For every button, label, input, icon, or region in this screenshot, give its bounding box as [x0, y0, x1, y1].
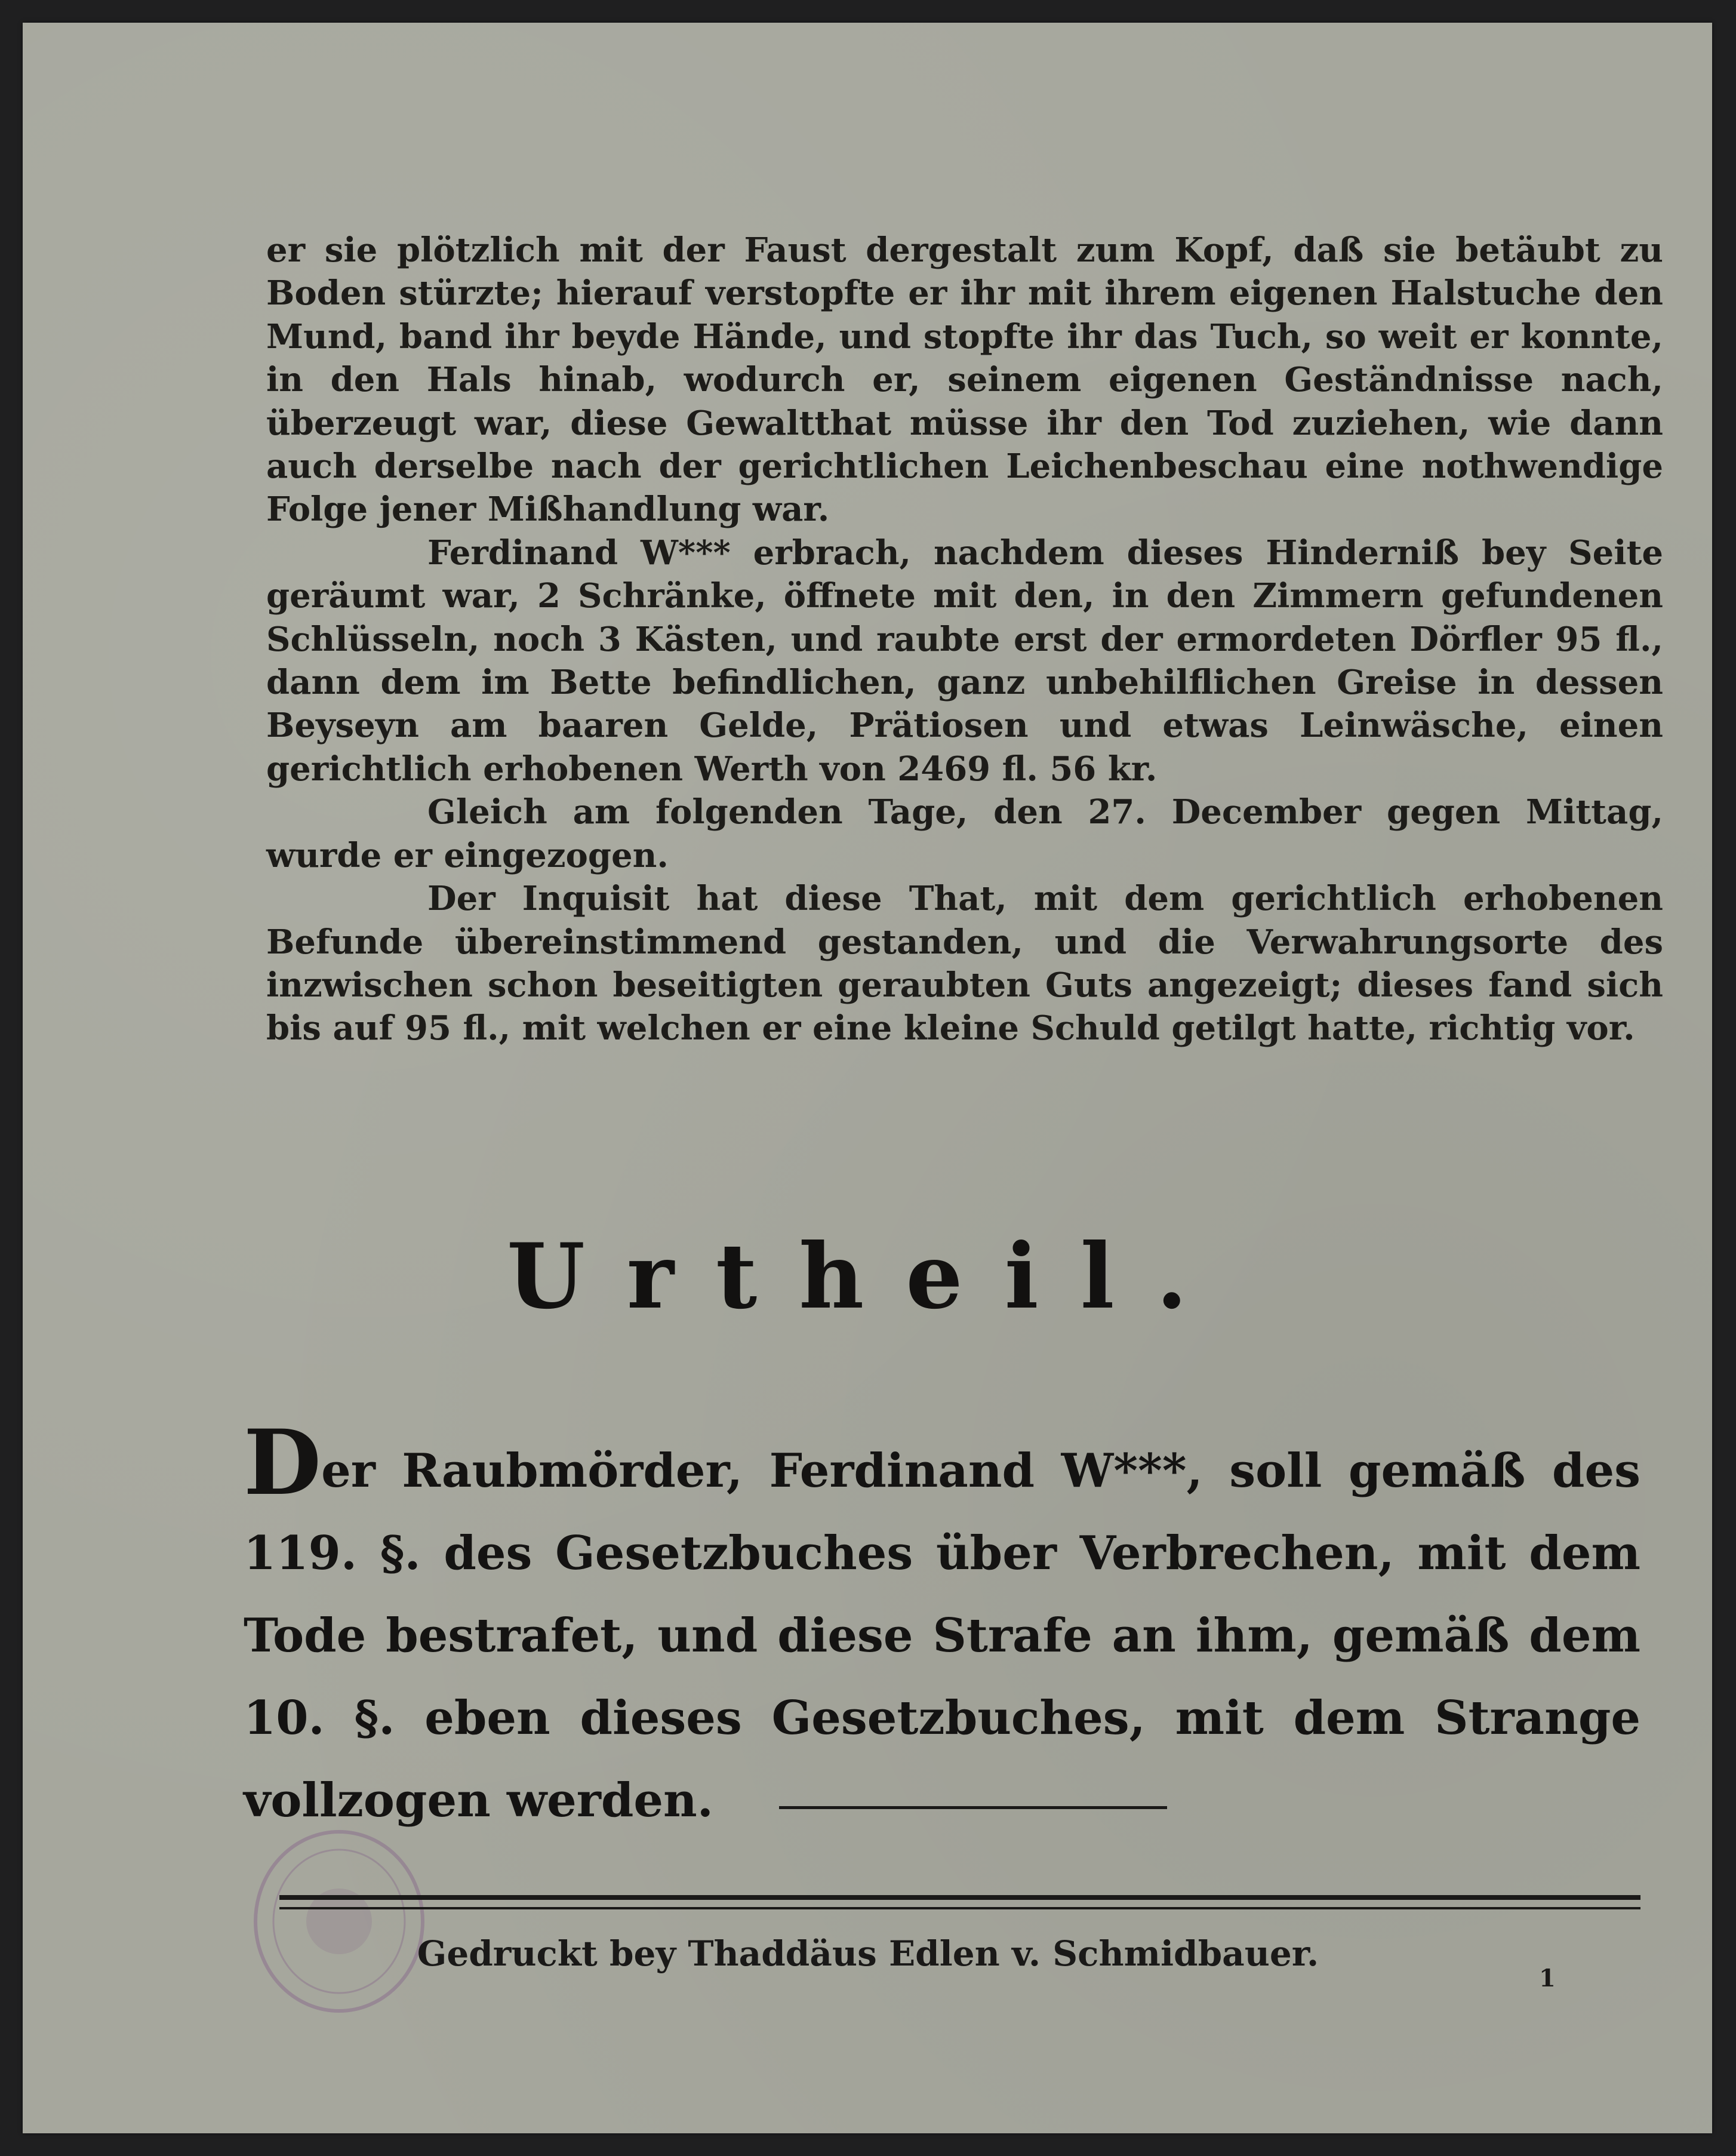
paragraph-2: Ferdinand W*** erbrach, nachdem dieses Hinderniß bey Seite geräumt war, 2 Schränke, öffnete mit den, in den Zimmern gefundenen Schlüsseln, noch 3 Kästen, und raubte erst der ermordeten Dörfler 95 fl., dann dem im Bette befindlichen, ganz unbehilflichen Greise in dessen Beyseyn am baaren Gelde, Prätiosen und etwas Leinwäsche, einen gerichtlich erhobenen Werth von 2469 fl. 56 kr. — [266, 533, 1663, 789]
paragraph-3: Gleich am folgenden Tage, den 27. December gegen Mittag, wurde er eingezogen. — [266, 792, 1663, 875]
paragraph-4: Der Inquisit hat diese That, mit dem gerichtlich erhobenen Befunde übereinstimmend gestanden, und die Verwahrungsorte des inzwischen schon beseitigten geraubten Guts angezeigt; dieses fand sich bis auf 95 fl., mit welchen er eine kleine Schuld getilgt hatte, richtig vor. — [266, 879, 1663, 1048]
verdict-heading: Urtheil. — [507, 1224, 1229, 1329]
paragraph-1: er sie plötzlich mit der Faust dergestalt zum Kopf, daß sie betäubt zu Boden stürzte; hierauf verstopfte er ihr mit ihrem eigenen Halstuche den Mund, band ihr beyde Hände, und stopfte ihr das Tuch, so weit er konnte, in den Hals hinab, wodurch er, seinem eigenen Geständnisse nach, überzeugt war, diese Gewaltthat müsse ihr den Tod zuziehen, wie dann auch derselbe nach der gerichtlichen Leichenbeschau eine nothwendige Folge jener Mißhandlung war. — [266, 230, 1663, 530]
double-divider — [279, 1895, 1640, 1909]
body-text — [266, 229, 1663, 1050]
page-mark: 1 — [1539, 1964, 1556, 1992]
verdict-text — [244, 1410, 1640, 1842]
verdict-initial: D — [244, 1410, 322, 1515]
library-stamp-icon — [247, 1823, 432, 2020]
printer-imprint: Gedruckt bey Thaddäus Edlen v. Schmidbauer. — [417, 1933, 1319, 1974]
verdict-body: er Raubmörder, Ferdinand W***, soll gemäß des 119. §. des Gesetzbuches über Verbrechen, mit dem Tode bestrafet, und diese Strafe an ihm, gemäß dem 10. §. eben dieses Gesetzbuches, mit dem Strange vollzogen werden. — [244, 1444, 1640, 1828]
short-divider — [779, 1806, 1167, 1809]
